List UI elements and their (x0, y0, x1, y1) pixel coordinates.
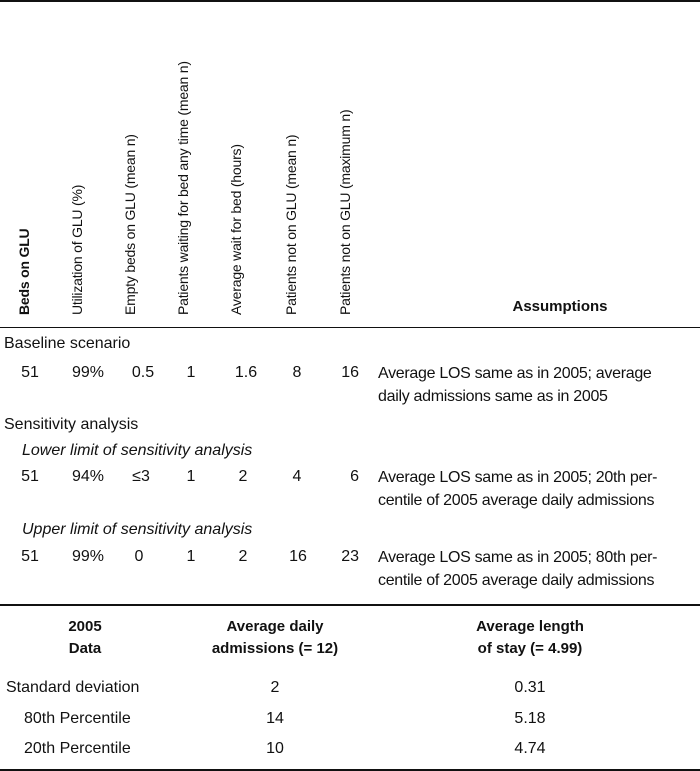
data2005-head-admissions: Average daily admissions (= 12) (211, 618, 339, 657)
upper-waiting: 1 (186, 548, 196, 565)
data2005-row-sd-label: Standard deviation (6, 679, 140, 696)
data2005-row-p20-label: 20th Percentile (24, 740, 131, 757)
baseline-empty: 0.5 (131, 364, 155, 381)
upper-avgwait: 2 (238, 548, 248, 565)
upper-empty: 0 (134, 548, 144, 565)
data2005-head-year: 2005 Data (68, 618, 102, 657)
upper-notmax: 23 (341, 548, 359, 565)
data2005-row-sd-adm: 2 (270, 679, 280, 696)
lower-notmax: 6 (350, 468, 359, 485)
upper-beds: 51 (21, 548, 39, 565)
data2005-head-los: Average length of stay (= 4.99) (476, 618, 584, 657)
baseline-assumption: Average LOS same as in 2005; average daily admissions same as in 2005 (378, 365, 652, 405)
baseline-beds: 51 (21, 364, 39, 381)
baseline-avgwait: 1.6 (234, 364, 258, 381)
baseline-notmean: 8 (292, 364, 302, 381)
upper-assumption: Average LOS same as in 2005; 80th per- centile of 2005 average daily admissions (378, 549, 658, 589)
top-rule (0, 0, 700, 2)
baseline-waiting: 1 (186, 364, 196, 381)
data2005-row-p20-adm: 10 (266, 740, 284, 757)
sensitivity-label: Sensitivity analysis (4, 416, 139, 433)
baseline-notmax: 16 (341, 364, 359, 381)
baseline-utilization: 99% (71, 364, 105, 381)
upper-limit-label: Upper limit of sensitivity analysis (22, 521, 253, 538)
upper-notmean: 16 (289, 548, 307, 565)
data2005-row-p20-los: 4.74 (514, 740, 546, 757)
lower-assumption: Average LOS same as in 2005; 20th per- centile of 2005 average daily admissions (378, 469, 658, 509)
lower-beds: 51 (21, 468, 39, 485)
header-assumptions: Assumptions (512, 298, 608, 315)
lower-utilization: 94% (71, 468, 105, 485)
upper-utilization: 99% (71, 548, 105, 565)
header-rule (0, 327, 700, 328)
data2005-row-sd-los: 0.31 (514, 679, 546, 696)
data2005-row-p80-adm: 14 (266, 710, 284, 727)
mid-rule (0, 604, 700, 606)
lower-avgwait: 2 (238, 468, 248, 485)
data2005-row-p80-los: 5.18 (514, 710, 546, 727)
lower-notmean: 4 (292, 468, 302, 485)
baseline-label: Baseline scenario (4, 335, 131, 352)
data2005-row-p80-label: 80th Percentile (24, 710, 131, 727)
lower-limit-label: Lower limit of sensitivity analysis (22, 442, 253, 459)
lower-empty: ≤3 (132, 468, 150, 485)
lower-waiting: 1 (186, 468, 196, 485)
